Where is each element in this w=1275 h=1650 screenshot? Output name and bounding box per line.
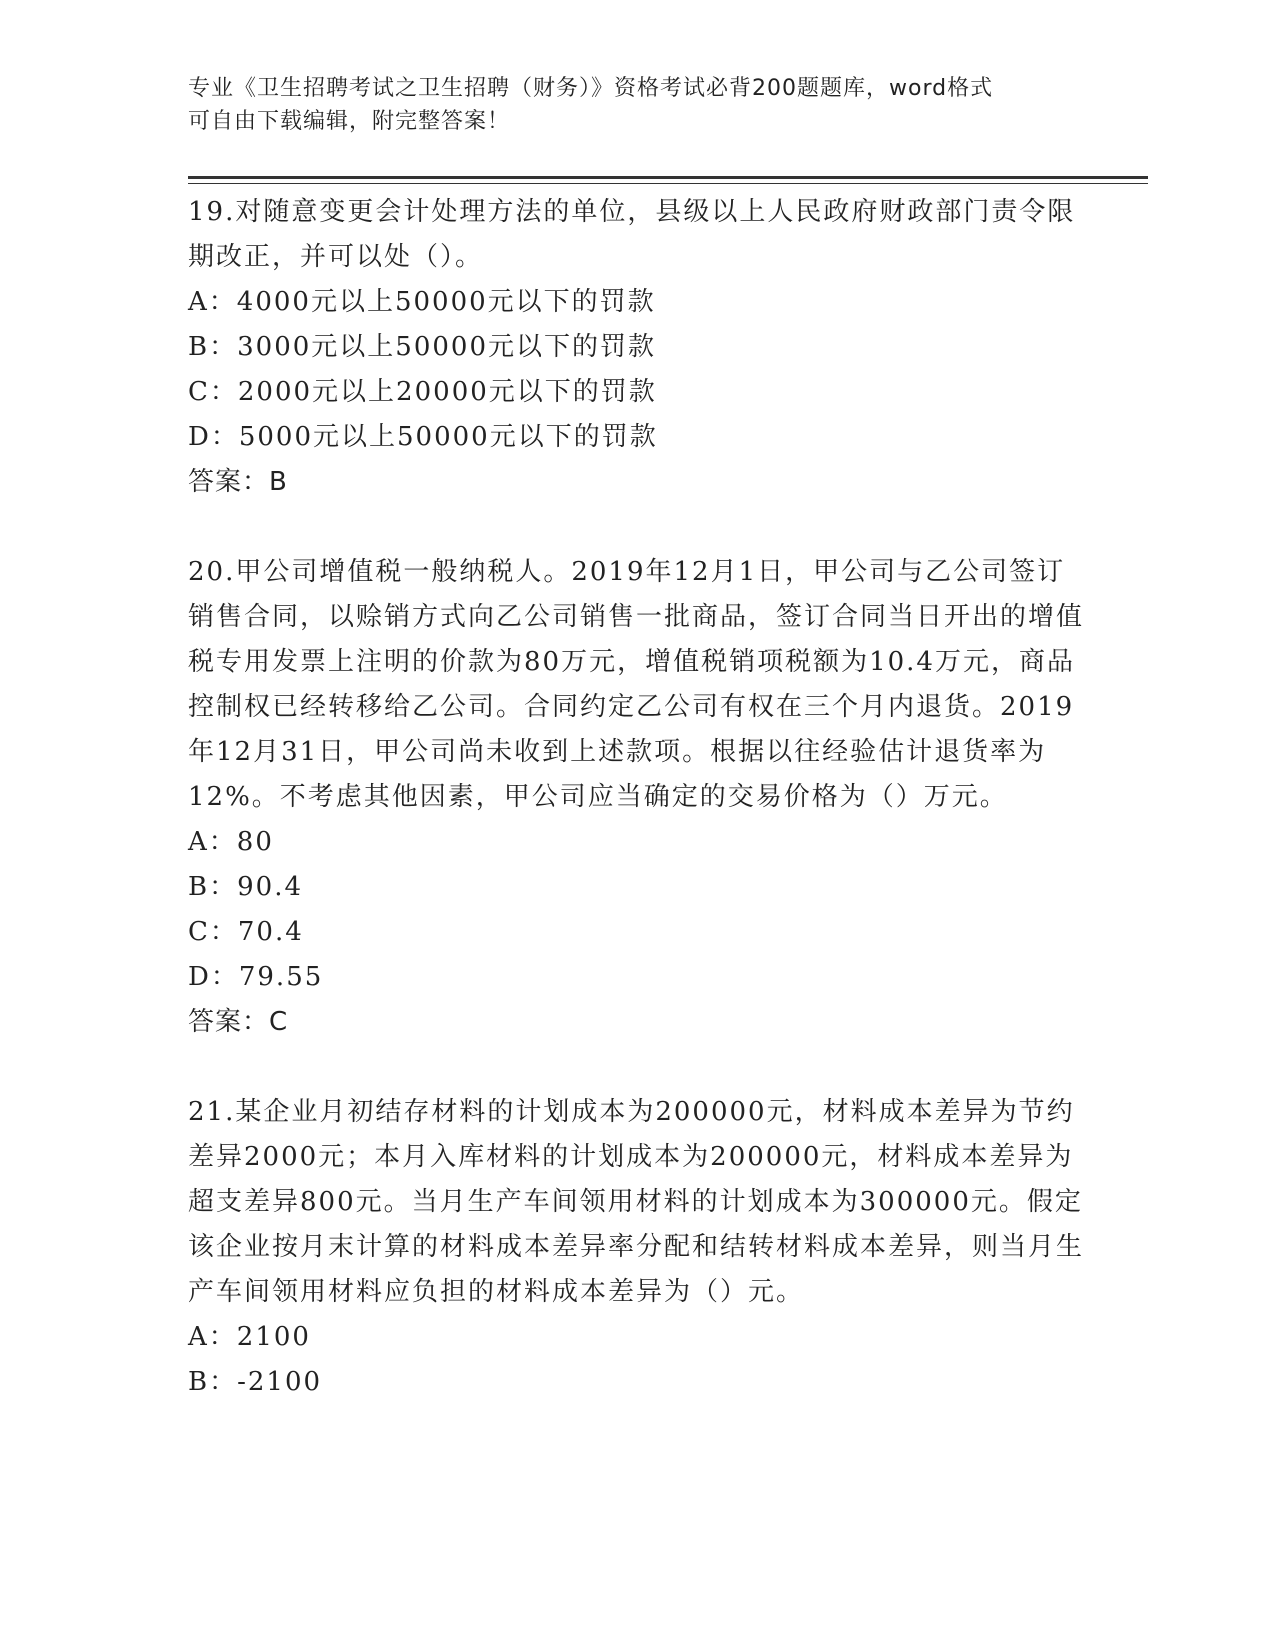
header-divider-thick <box>188 176 1148 179</box>
answer: 答案：C <box>188 1007 289 1037</box>
spacer <box>188 1045 1088 1090</box>
document-header <box>188 72 1068 138</box>
option-b: B：90.4 <box>188 872 303 902</box>
option-a: A：2100 <box>188 1322 311 1352</box>
header-line-2: 可自由下载编辑，附完整答案！ <box>188 109 511 134</box>
answer: 答案：B <box>188 467 288 497</box>
option-b: B：3000元以上50000元以下的罚款 <box>188 332 656 362</box>
option-d: D：5000元以上50000元以下的罚款 <box>188 422 658 452</box>
option-d: D：79.55 <box>188 962 324 992</box>
question-text: 20.甲公司增值税一般纳税人。2019年12月1日，甲公司与乙公司签订销售合同，以赊销方式向乙公司销售一批商品，签订合同当日开出的增值税专用发票上注明的价款为80万元，增值税销项税额为10.4万元，商品控制权已经转移给乙公司。合同约定乙公司有权在三个月内退货。2019年12月31日，甲公司尚未收到上述款项。根据以往经验估计退货率为12%。不考虑其他因素，甲公司应当确定的交易价格为（）万元。 <box>188 557 1085 812</box>
question-text: 21.某企业月初结存材料的计划成本为200000元，材料成本差异为节约差异2000元；本月入库材料的计划成本为200000元，材料成本差异为超支差异800元。当月生产车间领用材料的计划成本为300000元。假定该企业按月末计算的材料成本差异率分配和结转材料成本差异，则当月生产车间领用材料应负担的材料成本差异为（）元。 <box>188 1097 1085 1307</box>
header-divider-thin <box>188 183 1148 184</box>
option-c: C：2000元以上20000元以下的罚款 <box>188 377 657 407</box>
option-c: C：70.4 <box>188 917 304 947</box>
option-b: B：-2100 <box>188 1367 323 1397</box>
option-a: A：80 <box>188 827 274 857</box>
question-21 <box>188 1090 1088 1405</box>
option-a: A：4000元以上50000元以下的罚款 <box>188 287 656 317</box>
question-20 <box>188 550 1088 1045</box>
question-list <box>188 190 1088 1405</box>
question-text: 19.对随意变更会计处理方法的单位，县级以上人民政府财政部门责令限期改正，并可以处（）。 <box>188 197 1076 272</box>
header-line-1: 专业《卫生招聘考试之卫生招聘（财务）》资格考试必背200题题库，word格式 <box>188 76 994 101</box>
question-19 <box>188 190 1088 505</box>
spacer <box>188 505 1088 550</box>
